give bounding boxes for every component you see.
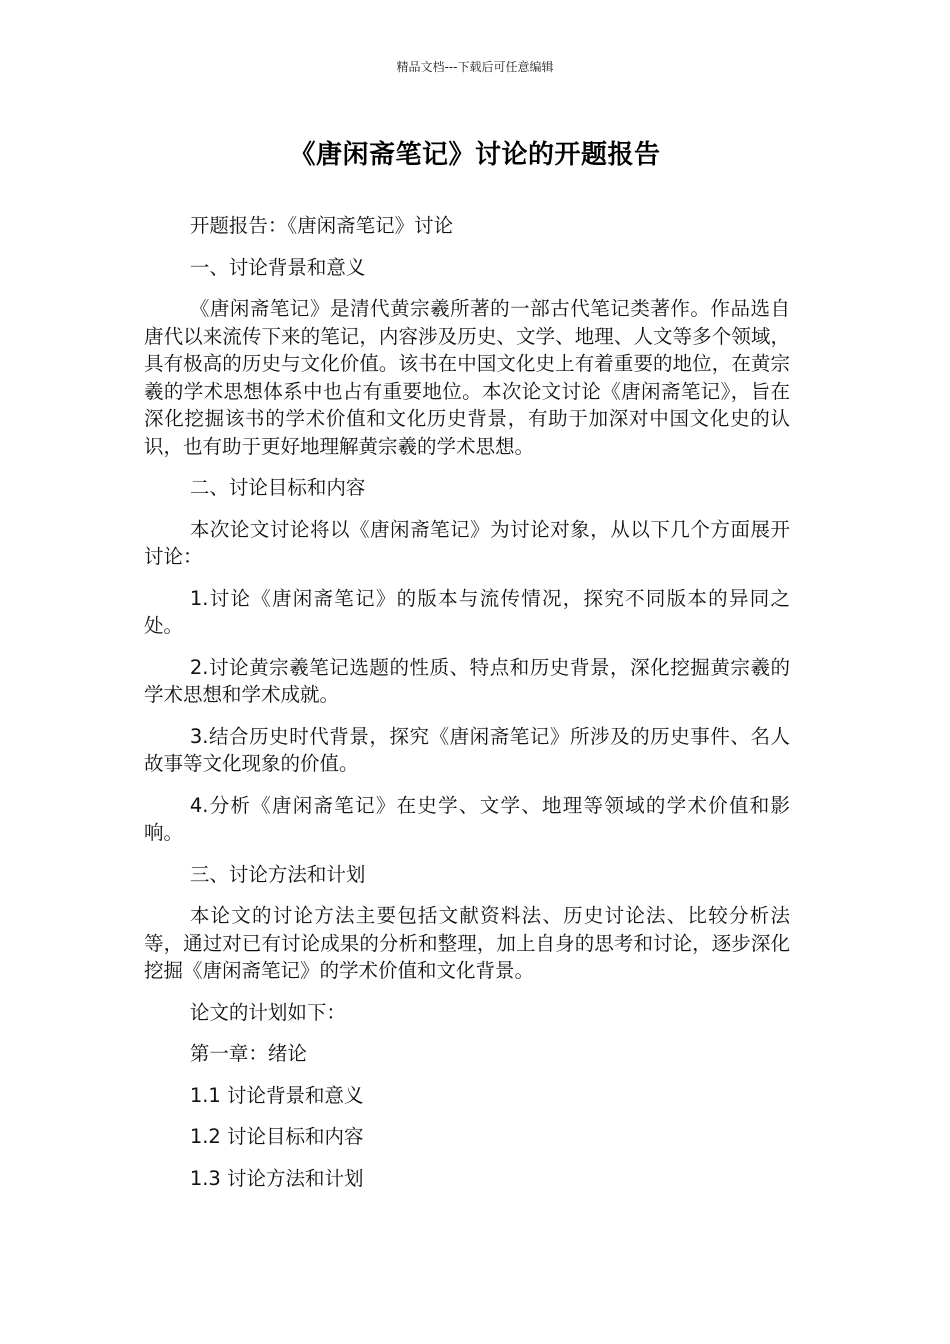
toc-item-1-3: 1.3 讨论方法和计划 <box>189 1166 364 1190</box>
section-heading-methods: 三、讨论方法和计划 <box>189 862 366 886</box>
toc-item-1-2: 1.2 讨论目标和内容 <box>189 1125 364 1148</box>
document-body <box>144 212 790 1206</box>
paragraph-background: 《唐闲斋笔记》是清代黄宗羲所著的一部古代笔记类著作。作品选自唐代以来流传下来的笔记，内容涉及历史、文学、地理、人文等多个领域，具有极高的历史与文化价值。该书在中国文化史上有着重要的地位，在黄宗羲的学术思想体系中也占有重要地位。本次论文讨论《唐闲斋笔记》，旨在深化挖掘该书的学术价值和文化历史背景，有助于加深对中国文化史的认识，也有助于更好地理解黄宗羲的学术思想。 <box>144 297 790 458</box>
toc-item-1-1: 1.1 讨论背景和意义 <box>189 1083 364 1107</box>
paragraph-plan-intro: 论文的计划如下： <box>189 1000 346 1024</box>
list-item-4: 4.分析《唐闲斋笔记》在史学、文学、地理等领域的学术价值和影响。 <box>144 793 790 844</box>
chapter-heading-1: 第一章：绪论 <box>189 1042 307 1065</box>
paragraph-report-label: 开题报告：《唐闲斋笔记》讨论 <box>189 214 454 237</box>
section-heading-background: 一、讨论背景和意义 <box>189 255 366 279</box>
header-note: 精品文档---下载后可任意编辑 <box>396 60 554 74</box>
document-title: 《唐闲斋笔记》讨论的开题报告 <box>289 140 661 170</box>
list-item-1: 1.讨论《唐闲斋笔记》的版本与流传情况，探究不同版本的异同之处。 <box>144 586 790 637</box>
paragraph-methods: 本论文的讨论方法主要包括文献资料法、历史讨论法、比较分析法等，通过对已有讨论成果的分析和整理，加上自身的思考和讨论，逐步深化挖掘《唐闲斋笔记》的学术价值和文化背景。 <box>144 904 790 982</box>
section-heading-goals: 二、讨论目标和内容 <box>189 476 366 499</box>
paragraph-goals-intro: 本次论文讨论将以《唐闲斋笔记》为讨论对象，从以下几个方面展开讨论： <box>144 517 790 568</box>
list-item-3: 3.结合历史时代背景，探究《唐闲斋笔记》所涉及的历史事件、名人故事等文化现象的价值。 <box>144 724 790 775</box>
list-item-2: 2.讨论黄宗羲笔记选题的性质、特点和历史背景，深化挖掘黄宗羲的学术思想和学术成就。 <box>144 655 790 706</box>
